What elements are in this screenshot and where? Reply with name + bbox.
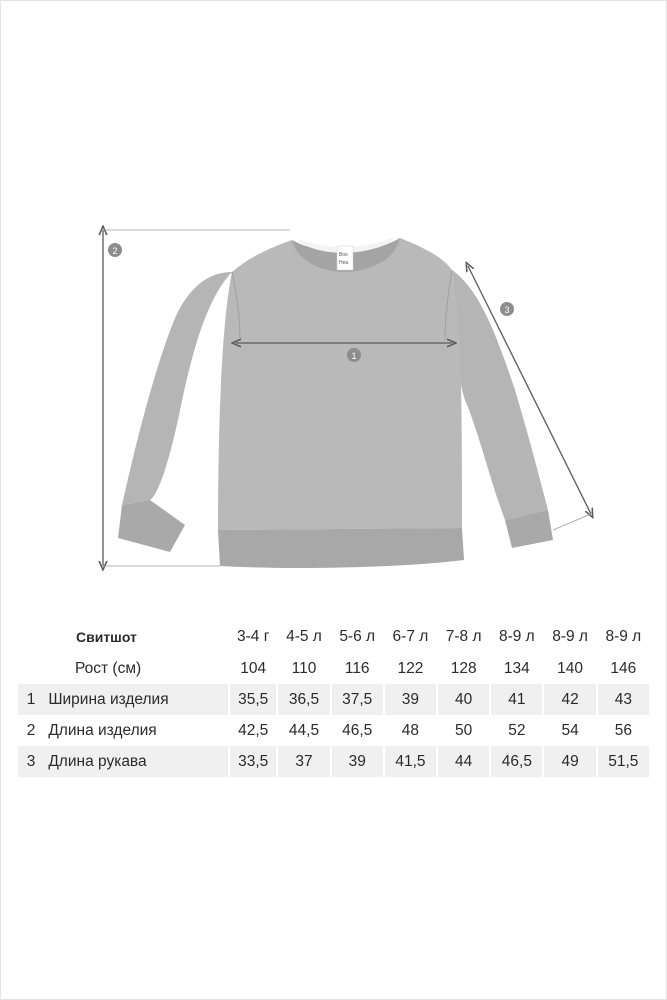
height-cell: 140 [557, 659, 584, 677]
row-label-sleeve [18, 746, 228, 777]
value-cell: 48 [401, 721, 420, 739]
value-cell: 46,5 [342, 721, 373, 739]
row-label-length [18, 715, 228, 746]
value-cell: 49 [544, 746, 595, 777]
height-cell: 128 [450, 659, 477, 677]
size-chart-table [16, 620, 651, 777]
height-cell: 116 [344, 659, 370, 677]
value-cell: 37 [278, 746, 329, 777]
value-cell: 56 [614, 721, 632, 739]
size-col-7: 8-9 л [552, 627, 588, 645]
value-cell: 39 [385, 684, 436, 715]
row-label-text: Длина рукава [48, 752, 147, 770]
size-col-4: 6-7 л [392, 627, 429, 645]
value-cell: 40 [438, 684, 489, 715]
value-cell: 42 [544, 684, 595, 715]
size-col-8: 8-9 л [605, 627, 642, 645]
row-label-text: Ширина изделия [48, 690, 169, 708]
value-cell: 44 [438, 746, 489, 777]
value-cell: 44,5 [288, 721, 320, 739]
height-cell: 104 [240, 659, 267, 677]
height-cell: 146 [610, 659, 637, 677]
brand-tag-line-1: Bos [339, 252, 348, 258]
height-cell: 110 [291, 659, 317, 677]
row-label-text: Длина изделия [48, 721, 157, 739]
height-row [18, 653, 649, 684]
value-cell: 51,5 [598, 746, 649, 777]
value-cell: 37,5 [332, 684, 383, 715]
height-cell: 134 [503, 659, 530, 677]
value-cell: 35,5 [230, 684, 276, 715]
table-title: Свитшот [76, 628, 137, 645]
sleeve-guide [553, 514, 591, 530]
value-cell: 42,5 [238, 721, 269, 739]
size-col-3: 5-6 л [339, 627, 376, 645]
table-row-sleeve [18, 746, 649, 777]
row-number: 1 [26, 690, 36, 708]
size-col-6: 8-9 л [498, 627, 535, 645]
row-number: 3 [26, 752, 36, 770]
value-cell: 36,5 [278, 684, 329, 715]
height-cell: 122 [397, 659, 424, 677]
brand-tag [337, 246, 353, 270]
marker-2-label: 2 [112, 246, 118, 256]
size-header-row [18, 620, 649, 653]
value-cell: 39 [332, 746, 383, 777]
row-label-width [18, 684, 228, 715]
height-label: Рост (см) [75, 659, 142, 677]
size-col-2: 4-5 л [286, 627, 322, 645]
value-cell: 41,5 [385, 746, 436, 777]
brand-tag-line-2: Hea [339, 260, 349, 266]
sweatshirt-shape [118, 236, 553, 568]
table-row-width [18, 684, 649, 715]
value-cell: 33,5 [230, 746, 276, 777]
size-col-5: 7-8 л [445, 627, 482, 645]
marker-3-label: 3 [504, 305, 510, 315]
sweatshirt-illustration [0, 200, 667, 600]
marker-1-label: 1 [351, 351, 357, 361]
value-cell: 41 [491, 684, 542, 715]
value-cell: 46,5 [491, 746, 542, 777]
value-cell: 52 [508, 721, 526, 739]
value-cell: 50 [455, 721, 473, 739]
row-number: 2 [26, 721, 36, 739]
table-row-length [18, 715, 649, 746]
value-cell: 43 [598, 684, 649, 715]
size-col-1: 3-4 г [237, 627, 270, 645]
value-cell: 54 [561, 721, 579, 739]
